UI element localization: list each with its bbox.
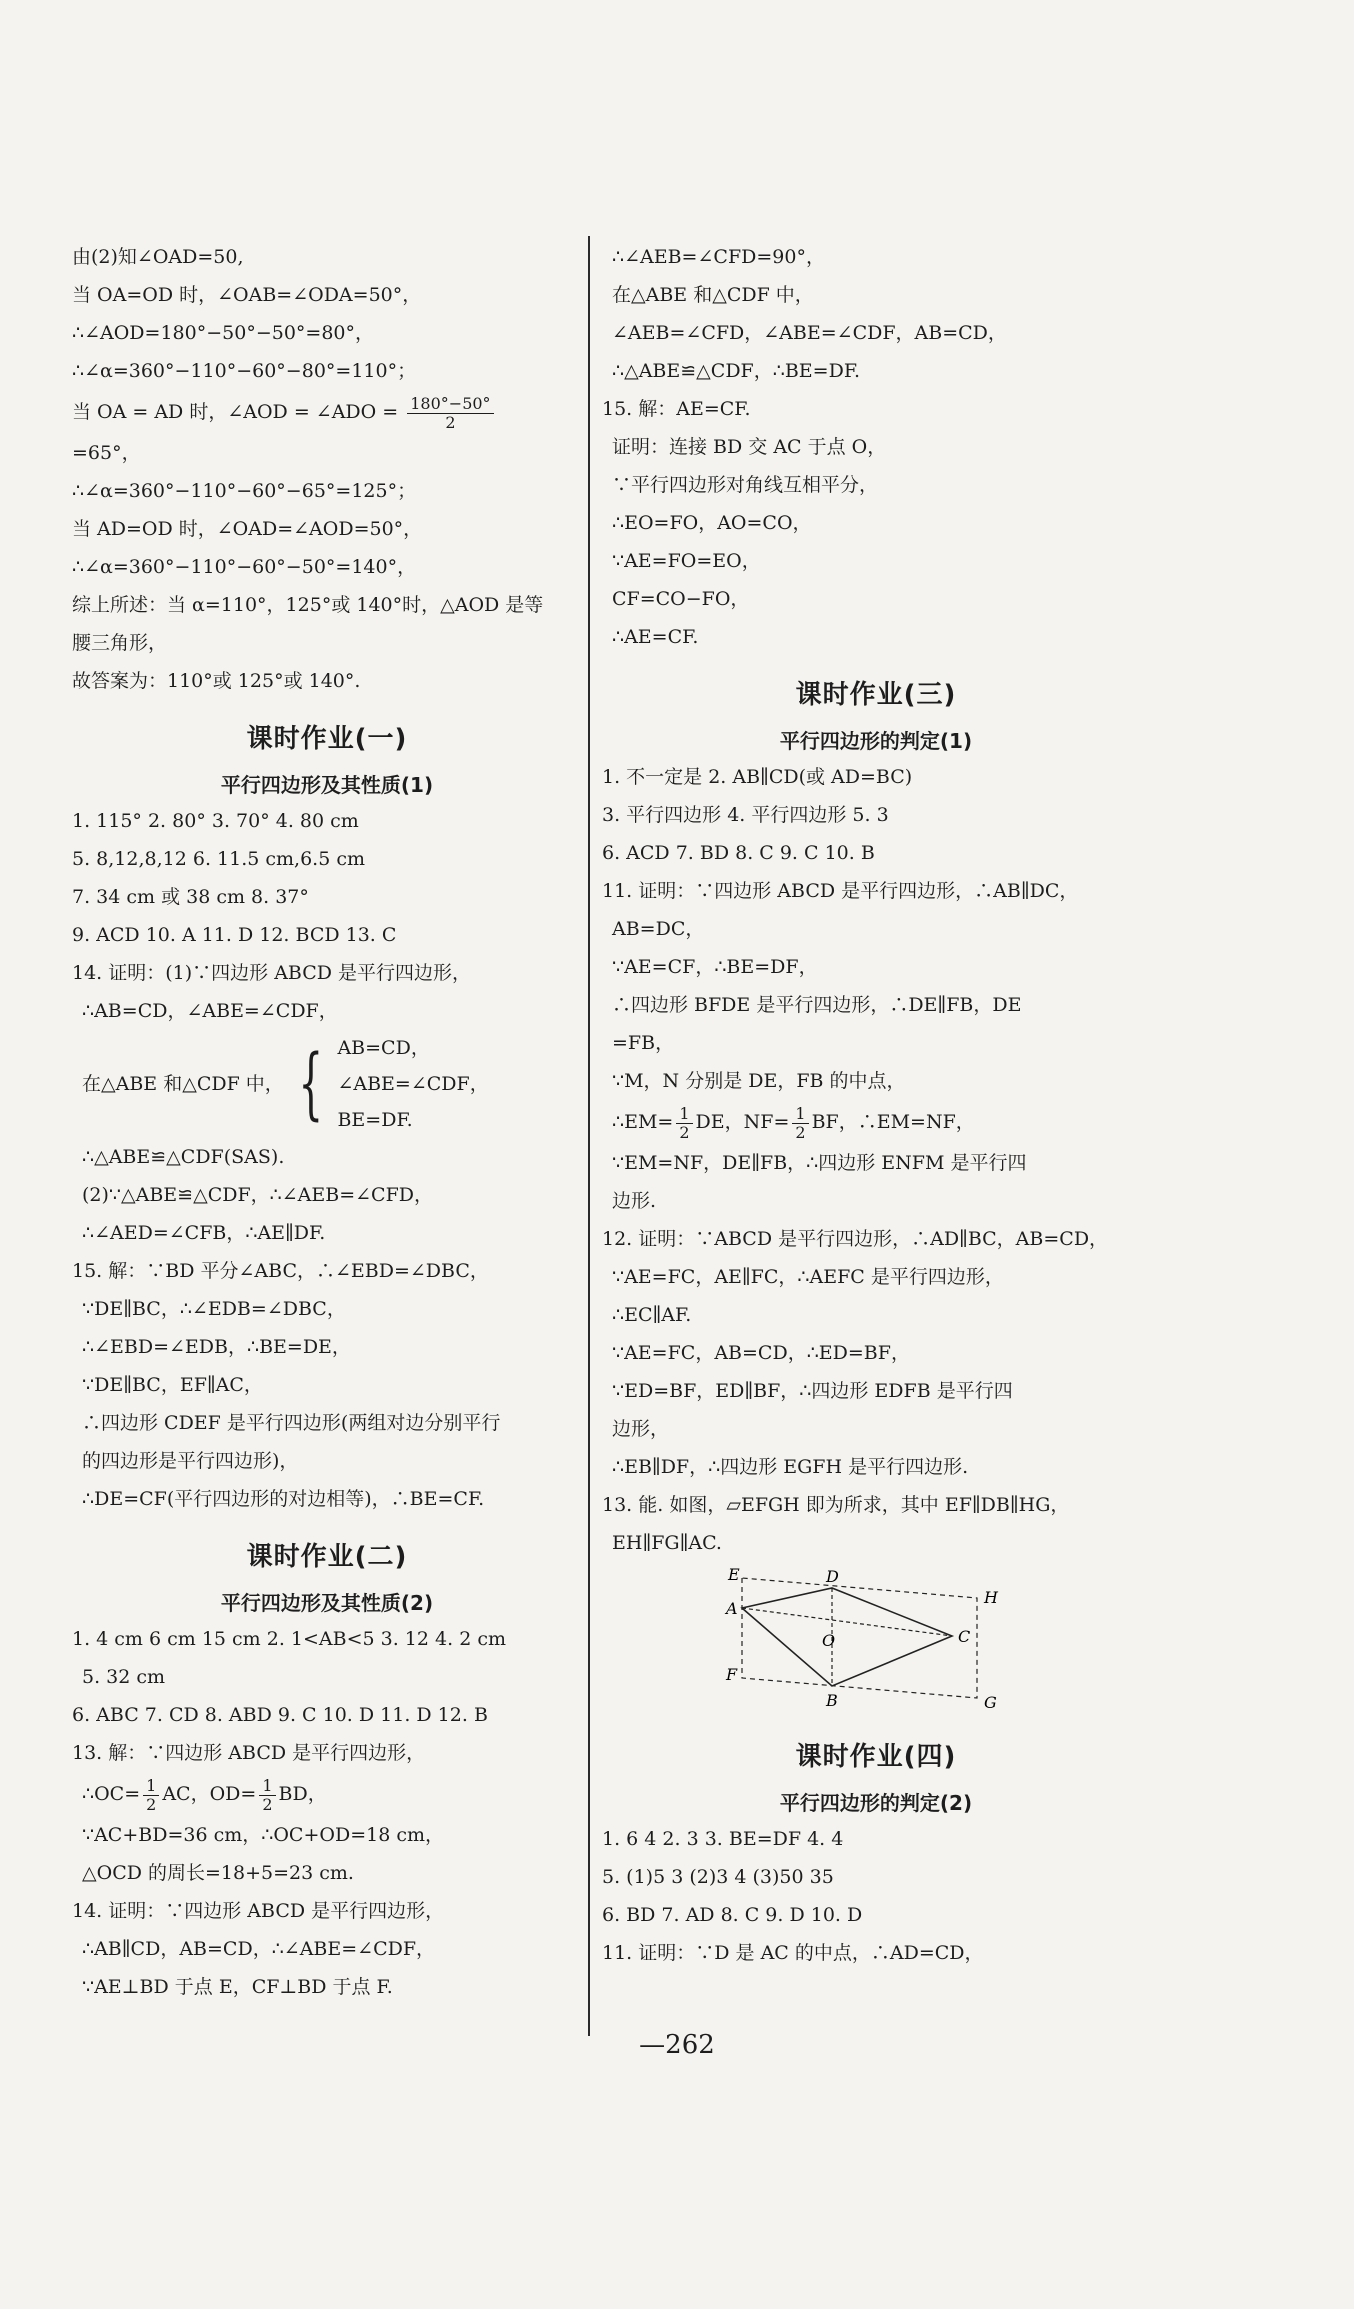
text-line: ∴四边形 BFDE 是平行四边形，∴DE∥FB，DE <box>612 994 1022 1016</box>
text-line: ∵AE=CF，∴BE=DF， <box>612 956 818 978</box>
text-line: 12. 证明：∵ABCD 是平行四边形，∴AD∥BC，AB=CD， <box>602 1228 1109 1250</box>
column-divider <box>588 236 590 2036</box>
text-line: 1. 115° 2. 80° 3. 70° 4. 80 cm <box>72 810 359 832</box>
diagonal-ac <box>742 1608 952 1636</box>
text-line: ∴∠AOD=180°−50°−50°=80°， <box>72 322 375 344</box>
text-line: 11. 证明：∵D 是 AC 的中点，∴AD=CD， <box>602 1942 984 1964</box>
text-line-fraction: ∴OC= $\frac{1}{2}$ AC，OD= $\frac{1}{2}$ BD， <box>82 1775 327 1814</box>
text-line: CF=CO−FO， <box>612 588 750 610</box>
section-subtitle: 平行四边形及其性质(1) <box>220 773 434 797</box>
fraction: $\frac{1}{2}$ <box>143 1777 159 1814</box>
fraction: $\frac{180^\circ-50^\circ}{2}$ <box>407 395 493 432</box>
section-subtitle: 平行四边形的判定(1) <box>779 729 973 753</box>
text-line: ∵ED=BF，ED∥BF，∴四边形 EDFB 是平行四 <box>612 1380 1013 1402</box>
text-line: 证明：连接 BD 交 AC 于点 O， <box>612 436 887 458</box>
text-line: 1. 不一定是 2. AB∥CD(或 AD=BC) <box>602 766 913 788</box>
text-line: ∴∠α=360°−110°−60°−80°=110°； <box>72 360 417 382</box>
text-line: ∴AB=CD，∠ABE=∠CDF， <box>82 1000 338 1022</box>
section-title: 课时作业(一) <box>246 724 408 754</box>
text-line: 腰三角形， <box>72 632 168 654</box>
text-line: 15. 解：∵BD 平分∠ABC，∴∠EBD=∠DBC， <box>72 1260 489 1282</box>
text-line: 当 OA=OD 时，∠OAB=∠ODA=50°， <box>72 284 422 306</box>
text-line: 边形. <box>612 1190 657 1212</box>
text-line: 3. 平行四边形 4. 平行四边形 5. 3 <box>602 804 889 826</box>
text-line: ∴∠AED=∠CFB，∴AE∥DF. <box>82 1222 326 1244</box>
text-line: EH∥FG∥AC. <box>612 1532 722 1554</box>
text-line: 在△ABE 和△CDF 中， <box>612 284 814 306</box>
text-line: ∵AE=FO=EO， <box>612 550 761 572</box>
text-line: ∴EO=FO，AO=CO， <box>612 512 812 534</box>
text-line: ∴∠α=360°−110°−60°−65°=125°； <box>72 480 417 502</box>
label-d: D <box>826 1568 839 1586</box>
fraction: $\frac{1}{2}$ <box>259 1777 275 1814</box>
label-c: C <box>958 1627 971 1646</box>
fraction: $\frac{1}{2}$ <box>676 1105 692 1142</box>
text-line: ∵AC+BD=36 cm，∴OC+OD=18 cm， <box>82 1824 444 1846</box>
text-line: ∵DE∥BC，∴∠EDB=∠DBC， <box>82 1298 346 1320</box>
section-title: 课时作业(四) <box>795 1742 957 1772</box>
parallelogram-figure <box>722 1568 1150 1718</box>
text-line: 由(2)知∠OAD=50, <box>72 246 244 268</box>
text-line: ∴AE=CF. <box>612 626 699 648</box>
text-line: =65°， <box>72 442 141 464</box>
text-line: 1. 4 cm 6 cm 15 cm 2. 1<AB<5 3. 12 4. 2 cm <box>72 1628 506 1650</box>
text-line: 6. BD 7. AD 8. C 9. D 10. D <box>602 1904 863 1926</box>
text-line: 15. 解：AE=CF. <box>602 398 751 420</box>
text-line: ∠AEB=∠CFD，∠ABE=∠CDF，AB=CD， <box>612 322 1007 344</box>
text-line-fraction: ∴EM= $\frac{1}{2}$ DE，NF= $\frac{1}{2}$ BF，∴EM=NF， <box>612 1103 975 1142</box>
text-line: =FB， <box>612 1032 675 1054</box>
text-line: 7. 34 cm 或 38 cm 8. 37° <box>72 886 309 908</box>
text-line: 11. 证明：∵四边形 ABCD 是平行四边形，∴AB∥DC， <box>602 880 1079 902</box>
text-line: 14. 证明：∵四边形 ABCD 是平行四边形， <box>72 1900 445 1922</box>
geometry-diagram <box>722 1568 1022 1718</box>
text-line: ∴△ABE≌△CDF，∴BE=DF. <box>612 360 861 382</box>
brace-system: 在△ABE 和△CDF 中， { AB=CD， ∠ABE=∠CDF， BE=DF. <box>82 1037 489 1131</box>
text-line: 边形， <box>612 1418 670 1440</box>
right-column <box>602 238 1150 1972</box>
text-line: 6. ABC 7. CD 8. ABD 9. C 10. D 11. D 12. B <box>72 1704 488 1726</box>
text-line: ∵M，N 分别是 DE，FB 的中点， <box>612 1070 906 1092</box>
text-line: ∴AB∥CD，AB=CD，∴∠ABE=∠CDF， <box>82 1938 436 1960</box>
text-line-fraction: 当 OA = AD 时，∠AOD = ∠ADO = $\frac{180^\circ-50^\circ}{2}$ <box>72 390 582 434</box>
section-title: 课时作业(三) <box>795 680 957 710</box>
label-o: O <box>822 1631 836 1650</box>
section-subtitle: 平行四边形的判定(2) <box>779 1791 973 1815</box>
left-column <box>72 238 582 2006</box>
text-line: ∴DE=CF(平行四边形的对边相等)，∴BE=CF. <box>82 1488 485 1510</box>
section-subtitle: 平行四边形及其性质(2) <box>220 1591 434 1615</box>
text-line: 13. 解：∵四边形 ABCD 是平行四边形， <box>72 1742 426 1764</box>
label-h: H <box>984 1588 998 1607</box>
text-line: 5. 32 cm <box>82 1666 166 1688</box>
page-number: —262 <box>639 2030 715 2060</box>
label-g: G <box>984 1693 997 1712</box>
fraction: $\frac{1}{2}$ <box>792 1105 808 1142</box>
text-line: ∵平行四边形对角线互相平分， <box>612 474 879 496</box>
text-line: 9. ACD 10. A 11. D 12. BCD 13. C <box>72 924 397 946</box>
text-line: ∴∠α=360°−110°−60°−50°=140°， <box>72 556 417 578</box>
inner-parallelogram-abcd <box>742 1588 952 1686</box>
section-title: 课时作业(二) <box>246 1542 408 1572</box>
text-line: 当 AD=OD 时，∠OAD=∠AOD=50°， <box>72 518 423 540</box>
text-line: ∴∠AEB=∠CFD=90°， <box>612 246 825 268</box>
text-line: 1. 6 4 2. 3 3. BE=DF 4. 4 <box>602 1828 844 1850</box>
brace: { <box>298 1039 324 1129</box>
text-line: AB=DC， <box>612 918 705 940</box>
text-line: ∵AE=FC，AE∥FC，∴AEFC 是平行四边形， <box>612 1266 1004 1288</box>
text-line: ∴∠EBD=∠EDB，∴BE=DE， <box>82 1336 351 1358</box>
label-b: B <box>826 1691 838 1710</box>
text-line: 6. ACD 7. BD 8. C 9. C 10. B <box>602 842 875 864</box>
label-e: E <box>728 1568 740 1584</box>
text-line: 14. 证明：(1)∵四边形 ABCD 是平行四边形， <box>72 962 472 984</box>
text-line: 13. 能. 如图，▱EFGH 即为所求，其中 EF∥DB∥HG， <box>602 1494 1070 1516</box>
text-line: ∵DE∥BC，EF∥AC， <box>82 1374 263 1396</box>
text-line: 的四边形是平行四边形)， <box>82 1450 299 1472</box>
text-line: ∴EB∥DF，∴四边形 EGFH 是平行四边形. <box>612 1456 969 1478</box>
text-line: ∵AE=FC，AB=CD，∴ED=BF， <box>612 1342 910 1364</box>
text-line: ∴EC∥AF. <box>612 1304 692 1326</box>
text-line: (2)∵△ABE≌△CDF，∴∠AEB=∠CFD， <box>82 1184 434 1206</box>
text-line: ∴四边形 CDEF 是平行四边形(两组对边分别平行 <box>82 1412 501 1434</box>
text-line: ∵EM=NF，DE∥FB，∴四边形 ENFM 是平行四 <box>612 1152 1027 1174</box>
text-line: 5. 8,12,8,12 6. 11.5 cm,6.5 cm <box>72 848 365 870</box>
text-line: △OCD 的周长=18+5=23 cm. <box>82 1862 354 1884</box>
label-a: A <box>726 1599 738 1618</box>
label-f: F <box>726 1665 738 1684</box>
text-line: 故答案为：110°或 125°或 140°. <box>72 670 361 692</box>
text-line: ∵AE⊥BD 于点 E，CF⊥BD 于点 F. <box>82 1976 393 1998</box>
text-line: 综上所述：当 α=110°，125°或 140°时，△AOD 是等 <box>72 594 544 616</box>
text-line: 5. (1)5 3 (2)3 4 (3)50 35 <box>602 1866 834 1888</box>
text-line: ∴△ABE≌△CDF(SAS). <box>82 1146 285 1168</box>
